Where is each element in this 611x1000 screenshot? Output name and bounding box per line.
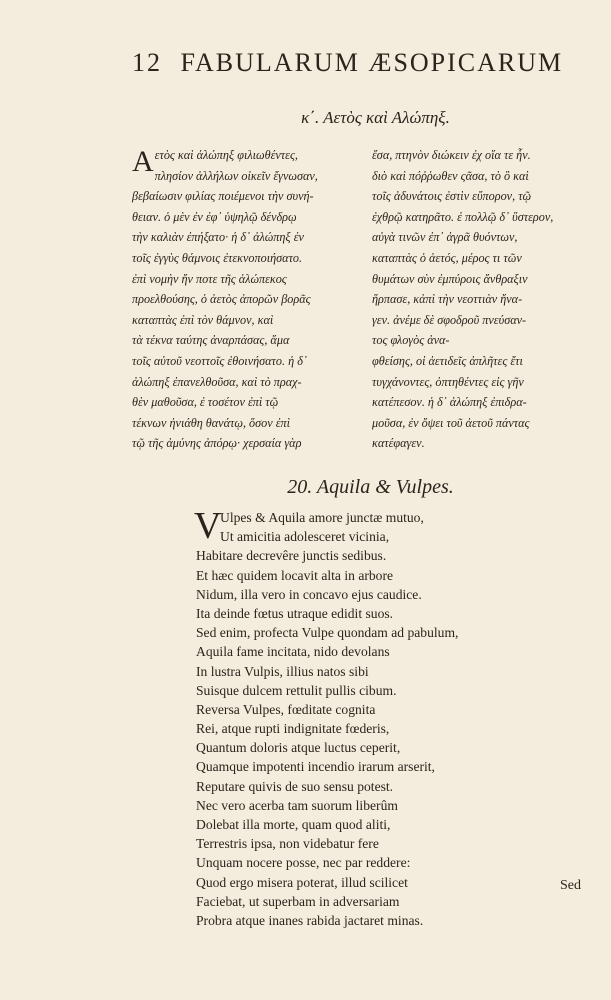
text-line: τυγχάνοντες, ὀπτηθέντες εἰς γῆν — [372, 374, 524, 389]
text-line: Quamque impotenti incendio irarum arserit, — [196, 759, 435, 775]
text-line: Ut amicitia adolesceret vicinia, — [220, 529, 390, 545]
text-line: Dolebat illa morte, quam quod aliti, — [196, 817, 391, 832]
text-line: ετὸς καὶ ἀλώπηξ φιλιωθέντες, — [154, 148, 298, 162]
text-line: διὸ καὶ πόῤῥωθεν ςᾶσα, τὸ ὃ καὶ — [372, 168, 529, 183]
text-line: Ita deinde fœtus utraque edidit suos. — [196, 605, 394, 621]
text-line: τῷ τῆς ἀμύνης ἀπόρῳ· χερσαία γὰρ — [132, 436, 302, 451]
catchword: Sed — [560, 878, 581, 893]
text-line: τὰ τέκνα ταύτης ἀναρπάσας, ἅμα — [132, 333, 290, 348]
text-line: Reputare quivis de suo sensu potest. — [196, 778, 394, 794]
text-line: ἔσα, πτηνὸν διώκειν ἐχ οἵα τε ἦν. — [372, 148, 531, 162]
text-line: Faciebat, ut superbam in adversariam — [196, 893, 400, 909]
text-line: Ulpes & Aquila amore junctæ mutuo, — [220, 510, 424, 525]
text-line: θειαν. ὁ μὲν ἐν ἐφ᾽ ὑψηλῷ δένδρῳ — [132, 209, 297, 224]
text-line: Unquam nocere posse, nec par reddere: — [196, 855, 411, 871]
text-line: Habitare decrevêre junctis sedibus. — [196, 548, 387, 564]
text-line: Nec vero acerba tam suorum liberûm — [196, 797, 398, 813]
running-header — [132, 48, 592, 78]
text-line: καταπτὰς ἐπὶ τὸν θάμνον, καὶ — [132, 312, 274, 327]
text-line: πλησίον ἀλλήλων οἰκεῖν ἔγνωσαν, — [154, 168, 318, 183]
greek-dropcap: A — [132, 145, 154, 178]
text-line: τος φλογὸς ἀνα- — [372, 333, 450, 348]
text-line: Nidum, illa vero in concavo ejus caudice. — [196, 586, 422, 602]
text-line: Sed enim, profecta Vulpe quondam ad pabulum, — [196, 625, 459, 641]
text-line: Suisque dulcem rettulit pullis cibum. — [196, 682, 397, 698]
text-line: φθείσης, οἱ ἀετιδεῖς ἀπλῆτες ἔτι — [372, 353, 523, 368]
text-line: προελθούσης, ὁ ἀετὸς ἀπορῶν βορᾶς — [132, 292, 311, 307]
text-line: Reversa Vulpes, fœditate cognita — [196, 701, 376, 717]
greek-right-column — [372, 145, 597, 454]
text-line: κατέπεσον. ἡ δ᾽ ἀλώπηξ ἐπιδρα- — [372, 395, 527, 410]
page-number: 12 — [132, 48, 162, 77]
latin-poem — [194, 505, 496, 930]
text-line: κατέφαγεν. — [372, 436, 425, 451]
greek-fable-title: κ΄. Αετὸς καὶ Αλώπηξ. — [301, 108, 450, 127]
text-line: τὴν καλιὰν ἐπήξατο· ἡ δ᾽ ἀλώπηξ ἐν — [132, 230, 304, 245]
text-line: ἥρπασε, κἀπὶ τὴν νεοττιὰν ἤνα- — [372, 292, 523, 307]
text-line: μοῦσα, ἐν ὄψει τοῦ ἀετοῦ πάντας — [372, 415, 530, 430]
greek-left-column — [132, 145, 352, 454]
text-line: τοῖς αὐτοῦ νεοττοῖς ἐθοινήσατο. ἡ δ᾽ — [132, 353, 307, 368]
text-line: ἐχθρῷ κατηρᾶτο. ἐ πολλῷ δ᾽ ὕστερον, — [372, 209, 554, 224]
text-line: In lustra Vulpis, illius natos sibi — [196, 663, 369, 679]
text-line: γεν. ἀνέμε δὲ σφοδροῦ πνεύσαν- — [372, 312, 527, 327]
text-line: ἐπὶ νομὴν ἤν ποτε τῆς ἀλώπεκος — [132, 271, 287, 286]
text-line: Rei, atque rupti indignitate fœderis, — [196, 721, 390, 737]
latin-fable-title: 20. Aquila & Vulpes. — [287, 476, 454, 498]
text-line: ἀλώπηξ ἐπανελθοῦσα, καὶ τὸ πραχ- — [132, 374, 302, 389]
text-line: βεβαίωσιν φιλίας ποιέμενοι τὴν συνή- — [132, 189, 314, 204]
running-title: FABULARUM ÆSOPICARUM — [180, 48, 564, 77]
text-line: Quod ergo misera poterat, illud scilicet — [196, 874, 408, 890]
text-line: Quantum doloris atque luctus ceperit, — [196, 740, 401, 756]
text-line: Probra atque inanes rabida jactaret minas. — [196, 912, 424, 928]
text-line: θὲν μαθοῦσα, ἐ τοσέτον ἐπὶ τῷ — [132, 395, 279, 410]
text-line: θυμάτων σὺν ἐμπύροις ἄνθραξιν — [372, 271, 528, 286]
text-line: Et hæc quidem locavit alta in arbore — [196, 567, 394, 583]
text-line: Terrestris ipsa, non videbatur fere — [196, 836, 379, 852]
text-line: καταπτὰς ὁ ἀετός, μέρος τι τῶν — [372, 250, 522, 265]
text-line: τοῖς ἀδυνάτοις ἐστὶν εὔπορον, τῷ — [372, 189, 532, 204]
latin-dropcap: V — [194, 505, 222, 547]
text-line: τοῖς ἐγγὺς θάμνοις ἐτεκνοποιήσατο. — [132, 250, 303, 265]
text-line: Aquila fame incitata, nido devolans — [196, 644, 390, 660]
text-line: αὐγὰ τινῶν ἐπ᾽ ἀγρᾶ θυόντων, — [372, 230, 518, 245]
text-line: τέκνων ἠνιάθη θανάτῳ, ὅσον ἐπὶ — [132, 415, 291, 430]
